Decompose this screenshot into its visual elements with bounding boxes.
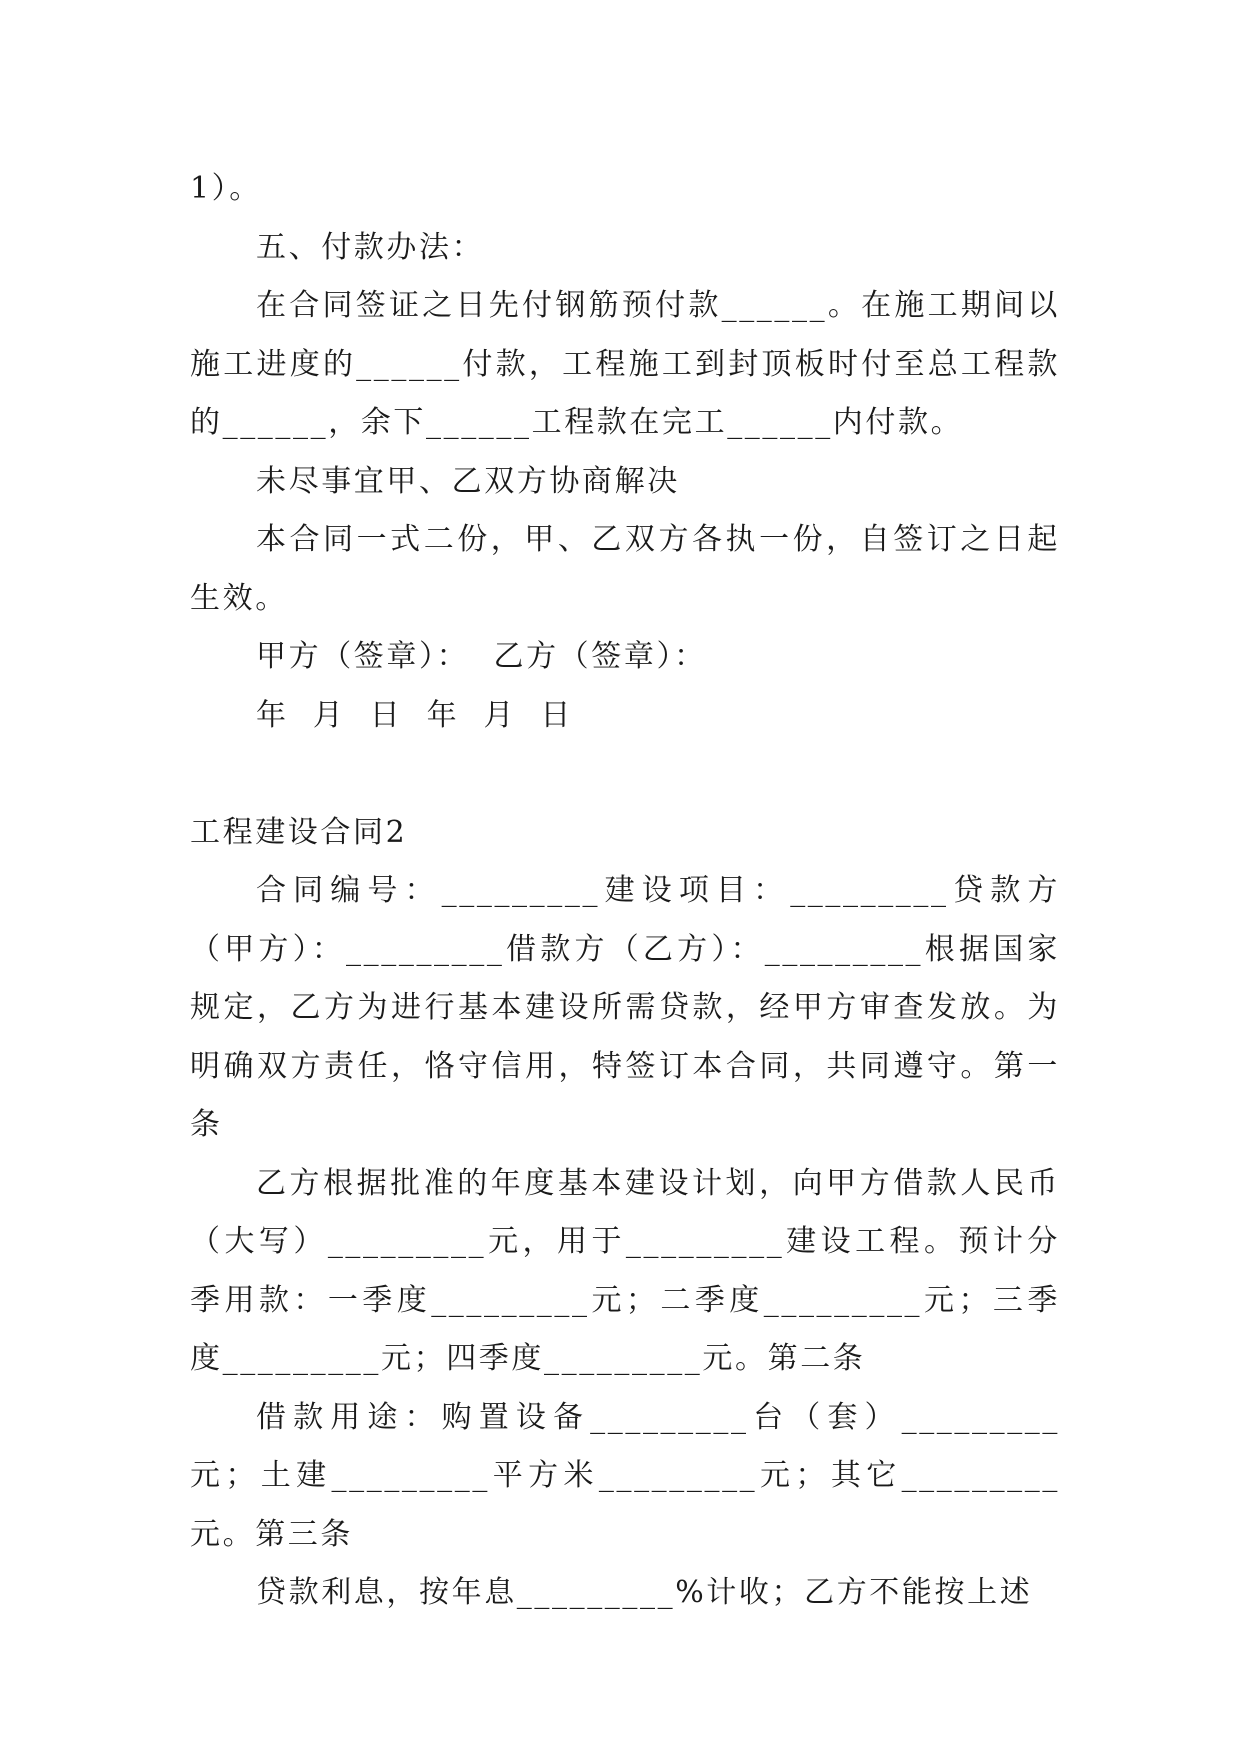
paragraph-loan-amount: 乙方根据批准的年度基本建设计划，向甲方借款人民币（大写）_________元，用于_________建设工程。预计分季用款：一季度_________元；二季度_________元；三季度_________元；四季度_________元。第二条: [190, 1165, 1060, 1376]
paragraph-contract-intro: 合同编号：_________建设项目：_________贷款方（甲方）：_________借款方（乙方）：_________根据国家规定，乙方为进行基本建设所需贷款，经甲方审查发放。为明确双方责任，恪守信用，特签订本合同，共同遵守。第一条: [190, 873, 1060, 1142]
section-heading-payment: 五、付款办法：: [256, 229, 485, 265]
signature-line: 甲方（签章）： 乙方（签章）：: [256, 639, 707, 674]
paragraph-copies-effect: 本合同一式二份，甲、乙双方各执一份，自签订之日起生效。: [190, 522, 1060, 616]
paragraph-payment-terms: 在合同签证之日先付钢筋预付款______。在施工期间以施工进度的______付款，工程施工到封顶板时付至总工程款的______，余下______工程款在完工______内付款。: [190, 288, 1060, 440]
section-spacer: [190, 745, 1060, 804]
date-line: 年 月 日 年 月 日: [256, 697, 573, 733]
paragraph-loan-interest: 贷款利息，按年息_________%计收；乙方不能按上述: [256, 1575, 1033, 1610]
paragraph-continuation: 1）。: [190, 171, 262, 206]
paragraph-loan-usage: 借款用途：购置设备_________台（套）_________元；土建_________平方米_________元；其它_________元。第三条: [190, 1399, 1060, 1552]
document-body: [190, 160, 1060, 1623]
paragraph-unresolved-matters: 未尽事宜甲、乙双方协商解决: [256, 463, 680, 499]
document-title: 工程建设合同2: [190, 814, 408, 850]
